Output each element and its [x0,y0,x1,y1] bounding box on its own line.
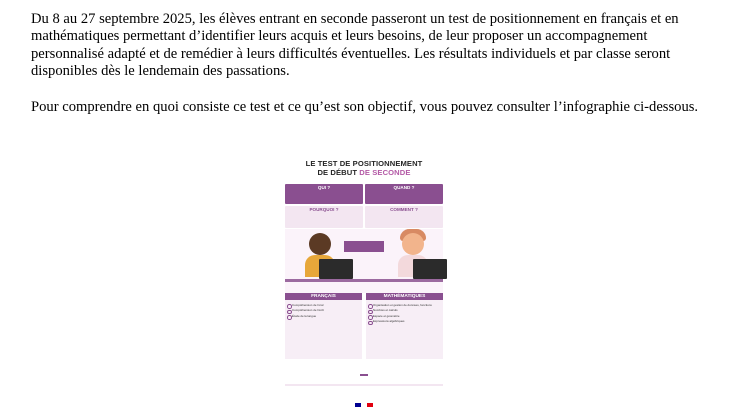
french-card: FRANÇAIS Compréhension de l’oral Compréhension de l’écrit Étude de la langue [285,293,362,359]
subjects-section [285,293,443,359]
infographic-footer [285,363,443,386]
student-boy-icon [309,233,331,255]
republique-francaise-logo [355,403,373,407]
footer-badge [360,374,368,376]
desk-divider [285,279,443,282]
list-item: Nombres et calculs [373,308,443,313]
list-item: Espace et géométrie [373,314,443,319]
infographic [279,155,449,408]
quand-card: QUAND ? [365,184,443,204]
math-card: MATHÉMATIQUES Organisation et gestion de données, fonctions Nombres et calculs Espace et géométrie Expressions algébriques [366,293,443,359]
infographic-paragraph: Pour comprendre en quoi consiste ce test et ce qu’est son objectif, vous pouvez consulter l’infographie ci-dessous. [31,99,699,115]
qui-card: QUI ? [285,184,363,204]
list-item: Organisation et gestion de données, fonctions [373,303,443,308]
infographic-title: LE TEST DE POSITIONNEMENT DE DÉBUT DE SECONDE [305,159,423,177]
list-item: Expressions algébriques [373,319,443,324]
footer-note-box [285,384,443,386]
math-list [366,303,443,325]
list-item: Étude de la langue [292,314,362,319]
french-list [285,303,362,319]
pourquoi-card: POURQUOI ? [285,206,363,228]
student-girl-icon [402,233,424,255]
list-item: Compréhension de l’oral [292,303,362,308]
intro-paragraph: Du 8 au 27 septembre 2025, les élèves entrant en seconde passeront un test de positionnement en français et en mathématiques permettant d’identifier leurs acquis et leurs besoins, de leur proposer un accompagnement personnalisé adapté et de remédier à leurs difficultés éventuelles. Les résultats individuels et par classe seront disponibles dès le lendemain des passations. [31,11,679,79]
info-callout [344,241,384,252]
students-illustration [285,229,443,293]
comment-card: COMMENT ? [365,206,443,228]
computer-screen-icon [319,259,353,279]
computer-screen-icon [413,259,447,279]
list-item: Compréhension de l’écrit [292,308,362,313]
